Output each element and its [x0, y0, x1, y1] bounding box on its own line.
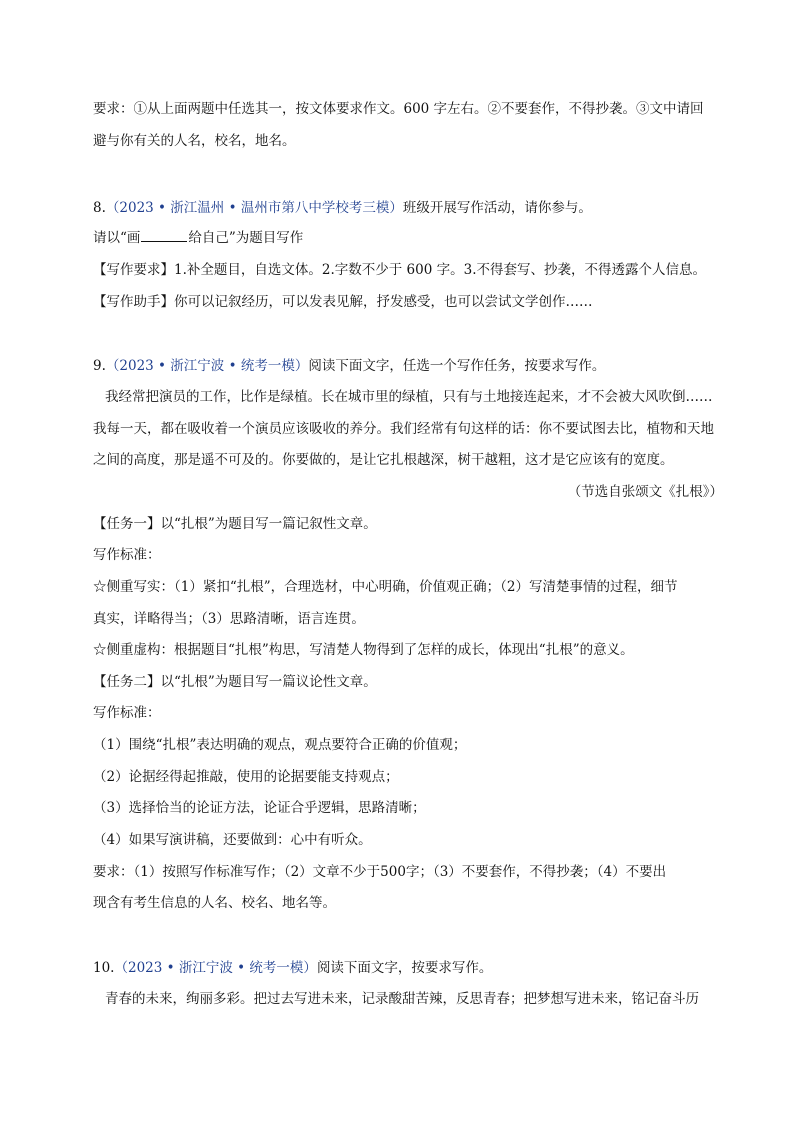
question-stem: 阅读下面文字，任选一个写作任务，按要求写作。: [308, 358, 606, 374]
standard-item: （2）论据经得起推敲，使用的论据要能支持观点；: [93, 769, 399, 785]
question-8-requirements: 【写作要求】1.补全题目，自选文体。2.字数不少于 600 字。3.不得套写、抄袭，不得透露个人信息。: [93, 262, 706, 278]
task-two: 【任务二】以“扎根”为题目写一篇议论性文章。: [93, 674, 377, 690]
requirement-line: 避与你有关的人名，校名，地名。: [93, 133, 296, 149]
requirement-line: 现含有考生信息的人名、校名、地名等。: [93, 895, 336, 911]
standard-label: 写作标准：: [93, 705, 161, 721]
question-stem: 阅读下面文字，按要求写作。: [316, 960, 493, 976]
question-8-prompt: [93, 228, 723, 248]
task-one: 【任务一】以“扎根”为题目写一篇记叙性文章。: [93, 516, 377, 532]
standard-item: （3）选择恰当的论证方法，论证合乎逻辑，思路清晰；: [93, 800, 426, 816]
passage-line: 我每一天，都在吸收着一个演员应该吸收的养分。我们经常有句这样的话：你不要试图去比，植物和天地: [93, 421, 714, 437]
passage-line: 我经常把演员的工作，比作是绿植。长在城市里的绿植，只有与土地接连起来，才不会被大风吹倒……: [105, 389, 713, 405]
question-8-helper: 【写作助手】你可以记叙经历，可以发表见解，抒发感受，也可以尝试文学创作……: [93, 294, 593, 310]
standard-item: ☆侧重写实：（1）紧扣“扎根”，合理选材，中心明确，价值观正确；（2）写清楚事情的过程，细节: [93, 579, 678, 595]
question-source: （2023 • 浙江宁波 • 统考一模）: [114, 960, 317, 976]
question-number: 10.: [93, 960, 115, 976]
passage-citation: （节选自张颂文《扎根》）: [567, 484, 723, 500]
requirement-line: 要求：（1）按照写作标准写作；（2）文章不少于500字；（3）不要套作，不得抄袭；（4）不要出: [93, 864, 667, 880]
standard-item: 真实，详略得当；（3）思路清晰，语言连贯。: [93, 611, 365, 627]
standard-item: （4）如果写演讲稿，还要做到：心中有听众。: [93, 832, 372, 848]
passage-line: 之间的高度，那是遥不可及的。你要做的，是让它扎根越深，树干越粗，这才是它应该有的宽度。: [93, 452, 674, 468]
standard-label: 写作标准：: [93, 547, 161, 563]
question-9-heading: [93, 356, 723, 376]
question-number: 8.: [93, 200, 106, 216]
standard-item: （1）围绕“扎根”表达明确的观点，观点要符合正确的价值观；: [93, 737, 467, 753]
question-source: （2023 • 浙江温州 • 温州市第八中学校考三模）: [105, 200, 403, 216]
question-number: 9.: [93, 358, 106, 374]
question-8-heading: [93, 198, 723, 218]
requirement-line: 要求：①从上面两题中任选其一，按文体要求作文。600 字左右。②不要套作，不得抄袭。③文中请回: [93, 101, 704, 117]
prompt-text: 请以“画: [93, 230, 141, 246]
prompt-text: 给自己”为题目写作: [188, 230, 304, 246]
question-10-heading: [93, 958, 723, 978]
fill-blank: [141, 228, 187, 242]
passage-line: 青春的未来，绚丽多彩。把过去写进未来，记录酸甜苦辣，反思青春；把梦想写进未来，铭记奋斗历: [105, 991, 699, 1007]
question-stem: 班级开展写作活动，请你参与。: [402, 200, 592, 216]
standard-item: ☆侧重虚构：根据题目“扎根”构思，写清楚人物得到了怎样的成长，体现出“扎根”的意义。: [93, 642, 634, 658]
question-source: （2023 • 浙江宁波 • 统考一模）: [105, 358, 309, 374]
